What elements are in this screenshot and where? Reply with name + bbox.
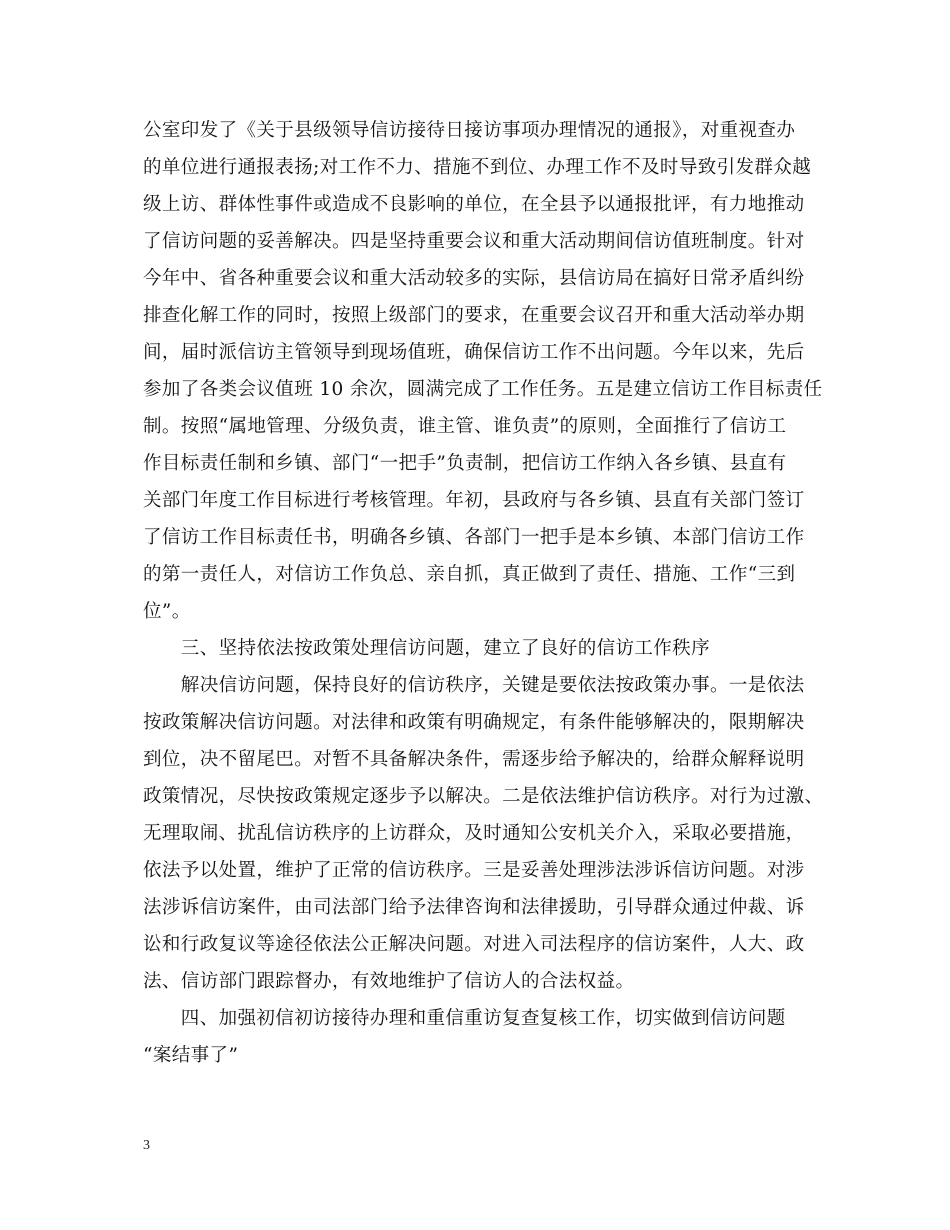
text-line: 讼和行政复议等途径依法公正解决问题。对进入司法程序的信访案件，人大、政 [143, 934, 805, 955]
text-line: 制。按照“属地管理、分级负责，谁主管、谁负责”的原则，全面推行了信访工 [143, 416, 787, 437]
text-line: 了信访工作目标责任书，明确各乡镇、各部门一把手是本乡镇、本部门信访工作 [143, 527, 805, 548]
text-line: 法涉诉信访案件，由司法部门给予法律咨询和法律援助，引导群众通过仲裁、诉 [143, 897, 805, 918]
text-line: 依法予以处置，维护了正常的信访秩序。三是妥善处理涉法涉诉信访问题。对涉 [143, 860, 805, 881]
text-line: 位”。 [143, 601, 191, 622]
section-heading-3: 三、坚持依法按政策处理信访问题，建立了良好的信访工作秩序 [143, 638, 711, 659]
text-line: 按政策解决信访问题。对法律和政策有明确规定，有条件能够解决的，限期解决 [143, 712, 805, 733]
text-line: 政策情况，尽快按政策规定逐步予以解决。二是依法维护信访秩序。对行为过激、 [143, 786, 824, 807]
text-line: 排查化解工作的同时，按照上级部门的要求，在重要会议召开和重大活动举办期 [143, 305, 805, 326]
text-line: 的第一责任人，对信访工作负总、亲自抓，真正做到了责任、措施、工作“三到 [143, 564, 796, 585]
text-line: 间，届时派信访主管领导到现场值班，确保信访工作不出问题。今年以来，先后 [143, 342, 805, 363]
page-number: 3 [143, 1138, 150, 1153]
section-heading-4: 四、加强初信初访接待办理和重信重访复查复核工作，切实做到信访问题 [143, 1008, 786, 1029]
text-line: “案结事了” [143, 1045, 239, 1066]
text-line: 今年中、省各种重要会议和重大活动较多的实际，县信访局在搞好日常矛盾纠纷 [143, 268, 805, 289]
text-line: 法、信访部门跟踪督办，有效地维护了信访人的合法权益。 [143, 971, 635, 992]
text-line: 参加了各类会议值班 10 余次，圆满完成了工作任务。五是建立信访工作目标责任 [143, 379, 823, 400]
text-line: 作目标责任制和乡镇、部门“一把手”负责制，把信访工作纳入各乡镇、县直有 [143, 453, 787, 474]
text-line: 级上访、群体性事件或造成不良影响的单位，在全县予以通报批评，有力地推动 [143, 194, 805, 215]
text-line: 的单位进行通报表扬;对工作不力、措施不到位、办理工作不及时导致引发群众越 [143, 157, 812, 178]
text-line: 公室印发了《关于县级领导信访接待日接访事项办理情况的通报》，对重视查办 [143, 120, 796, 141]
text-line: 无理取闹、扰乱信访秩序的上访群众，及时通知公安机关介入，采取必要措施， [143, 823, 805, 844]
text-line: 到位，决不留尾巴。对暂不具备解决条件，需逐步给予解决的，给群众解释说明 [143, 749, 805, 770]
text-line: 了信访问题的妥善解决。四是坚持重要会议和重大活动期间信访值班制度。针对 [143, 231, 805, 252]
text-line: 关部门年度工作目标进行考核管理。年初，县政府与各乡镇、县直有关部门签订 [143, 490, 805, 511]
paragraph-start: 解决信访问题，保持良好的信访秩序，关键是要依法按政策办事。一是依法 [143, 675, 805, 696]
